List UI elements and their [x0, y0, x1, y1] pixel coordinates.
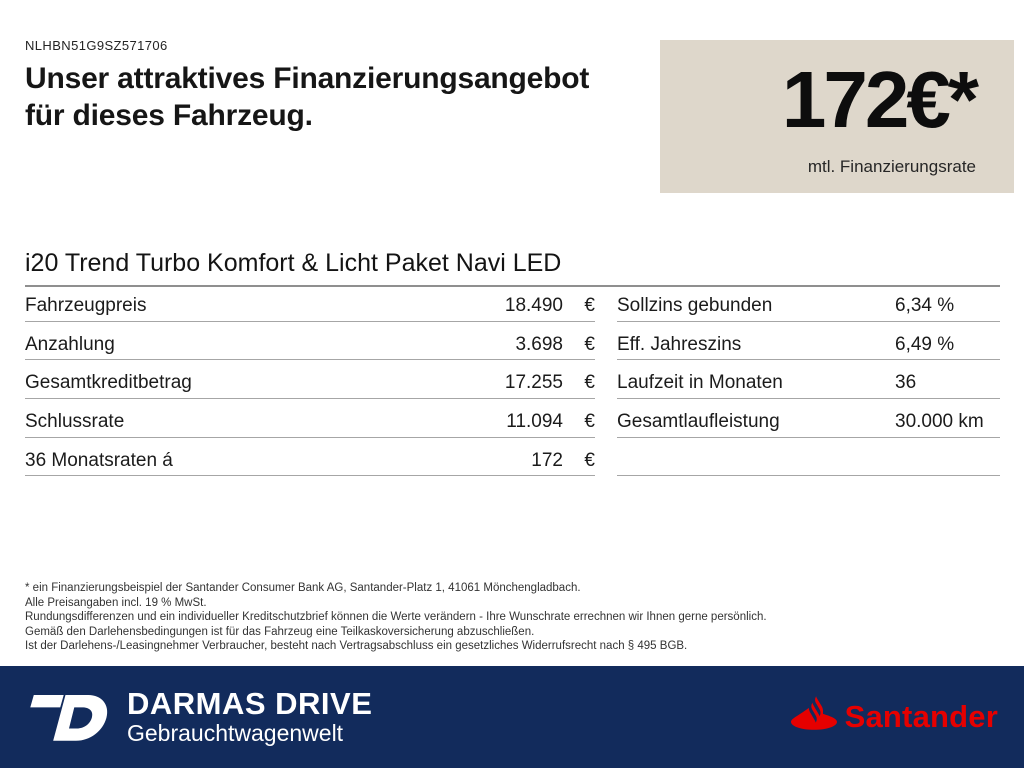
dealer-logo — [25, 686, 372, 748]
row-label: Sollzins gebunden — [617, 294, 773, 316]
disclaimer-line: Gemäß den Darlehensbedingungen ist für das Fahrzeug eine Teilkaskoversicherung abzuschließen. — [25, 625, 535, 638]
row-label: Gesamtlaufleistung — [617, 410, 780, 432]
row-unit: € — [584, 449, 595, 471]
row-label: Schlussrate — [25, 410, 125, 432]
table-row — [25, 283, 595, 322]
table-row — [617, 399, 1000, 438]
darmas-d-icon — [25, 686, 113, 748]
row-unit: € — [584, 333, 595, 355]
disclaimer-line: Rundungsdifferenzen und ein individueller Kreditschutzbrief können die Werte verändern - Ihre Wunschrate errechnen wir Ihnen gerne persönlich. — [25, 611, 767, 624]
row-unit: € — [584, 294, 595, 316]
row-unit: € — [584, 372, 595, 394]
row-unit: € — [584, 410, 595, 432]
finance-table-right — [617, 283, 1000, 476]
disclaimer-line: Ist der Darlehens-/Leasingnehmer Verbraucher, besteht nach Vertragsabschluss ein gesetzliches Widerrufsrecht nach § 495 BGB. — [25, 640, 688, 653]
row-label: Gesamtkreditbetrag — [25, 372, 192, 394]
monthly-rate-amount: 172€* — [781, 55, 976, 144]
row-label: 36 Monatsraten á — [25, 449, 173, 471]
page-title-line2: für dieses Fahrzeug. — [25, 99, 313, 132]
disclaimer-line: * ein Finanzierungsbeispiel der Santander Consumer Bank AG, Santander-Platz 1, 41061 Mönchengladbach. — [25, 582, 581, 594]
row-value: 17.255 — [504, 372, 563, 394]
disclaimer-line: Alle Preisangaben incl. 19 % MwSt. — [25, 596, 207, 609]
table-row — [25, 360, 595, 399]
table-row — [617, 322, 1000, 361]
disclaimer — [25, 581, 767, 654]
table-row — [25, 322, 595, 361]
footer-bar — [0, 666, 1024, 768]
row-value: 6,34 % — [895, 294, 955, 316]
santander-flame-icon — [791, 695, 837, 731]
table-row — [25, 399, 595, 438]
vehicle-vin: NLHBN51G9SZ571706 — [25, 38, 168, 53]
row-value: 11.094 — [506, 410, 563, 432]
table-row — [617, 438, 1000, 477]
row-value: 3.698 — [515, 333, 563, 355]
finance-table-left — [25, 283, 595, 476]
row-label: Anzahlung — [25, 333, 115, 355]
row-label: Fahrzeugpreis — [25, 294, 147, 316]
santander-logo — [791, 699, 998, 735]
row-value: 172 — [531, 449, 563, 471]
monthly-rate-caption: mtl. Finanzierungsrate — [807, 157, 976, 176]
page-title — [25, 60, 589, 134]
row-value: 36 — [895, 372, 917, 394]
row-label: Laufzeit in Monaten — [617, 372, 783, 394]
table-row — [617, 283, 1000, 322]
bank-name: Santander — [844, 699, 998, 734]
table-row — [25, 438, 595, 477]
dealer-name: DARMAS DRIVE — [127, 686, 373, 721]
row-value: 18.490 — [504, 294, 563, 316]
monthly-rate-box — [660, 40, 1014, 193]
row-label: Eff. Jahreszins — [617, 333, 742, 355]
row-value: 30.000 km — [895, 410, 984, 432]
dealer-subtitle: Gebrauchtwagenwelt — [127, 720, 344, 746]
table-row — [617, 360, 1000, 399]
page-title-line1: Unser attraktives Finanzierungsangebot — [25, 62, 590, 95]
row-value: 6,49 % — [895, 333, 955, 355]
vehicle-title: i20 Trend Turbo Komfort & Licht Paket Navi LED — [25, 249, 1000, 287]
